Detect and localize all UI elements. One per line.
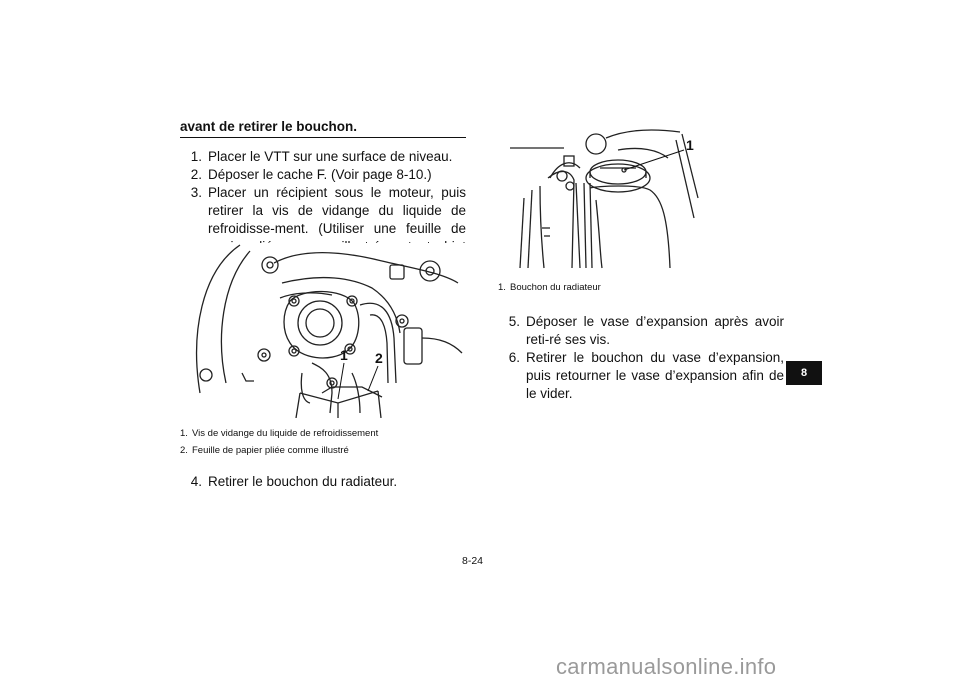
engine-drain-illustration (182, 243, 466, 418)
caption-text: Vis de vidange du liquide de refroidissement (192, 428, 379, 439)
caption-number: 1. (498, 282, 506, 293)
step-text: Placer le VTT sur une surface de niveau. (208, 149, 453, 164)
step-number: 6. (508, 350, 520, 365)
callout-1: 1 (686, 137, 694, 153)
step-number: 2. (190, 167, 202, 182)
caption-item (498, 279, 748, 296)
caption-text: Feuille de papier pliée comme illustré (192, 445, 349, 456)
figure2-captions (498, 279, 748, 296)
step-text: Retirer le bouchon du vase d’expansion, puis retourner le vase d’expansion afin de le vider. (526, 350, 784, 401)
step-1 (180, 148, 466, 166)
step-2 (180, 166, 466, 184)
step-number: 3. (190, 185, 202, 200)
step-text: Déposer le vase d’expansion après avoir reti-ré ses vis. (526, 314, 784, 347)
section-heading: avant de retirer le bouchon. (180, 119, 466, 138)
step-number: 1. (190, 149, 202, 164)
step-text: Déposer le cache F. (Voir page 8-10.) (208, 167, 432, 182)
step-6 (498, 349, 784, 403)
figure1-captions (180, 425, 470, 459)
page-number: 8-24 (462, 555, 484, 567)
caption-number: 1. (180, 428, 188, 439)
step-4 (180, 473, 466, 491)
right-step-list (498, 313, 784, 403)
radiator-cap-illustration (500, 128, 705, 273)
caption-number: 2. (180, 445, 188, 456)
step-4-block (180, 473, 466, 491)
step-5 (498, 313, 784, 349)
caption-text: Bouchon du radiateur (510, 282, 601, 293)
step-text: Retirer le bouchon du radiateur. (208, 474, 398, 489)
watermark-text: carmanualsonline.info (556, 654, 777, 679)
caption-item (180, 425, 470, 442)
chapter-tab: 8 (786, 361, 822, 385)
step-number: 5. (508, 314, 520, 329)
step-number: 4. (190, 474, 202, 489)
step-text: Placer un récipient sous le moteur, puis retirer la vis de vidange du liquide de refroidisse-ment. (Utiliser une feuille de papier pliée com-me illustré ou tout objet de forme similaire.) (208, 185, 466, 272)
caption-item (180, 442, 470, 459)
callout-1: 1 (340, 347, 348, 363)
callout-2: 2 (375, 350, 383, 366)
